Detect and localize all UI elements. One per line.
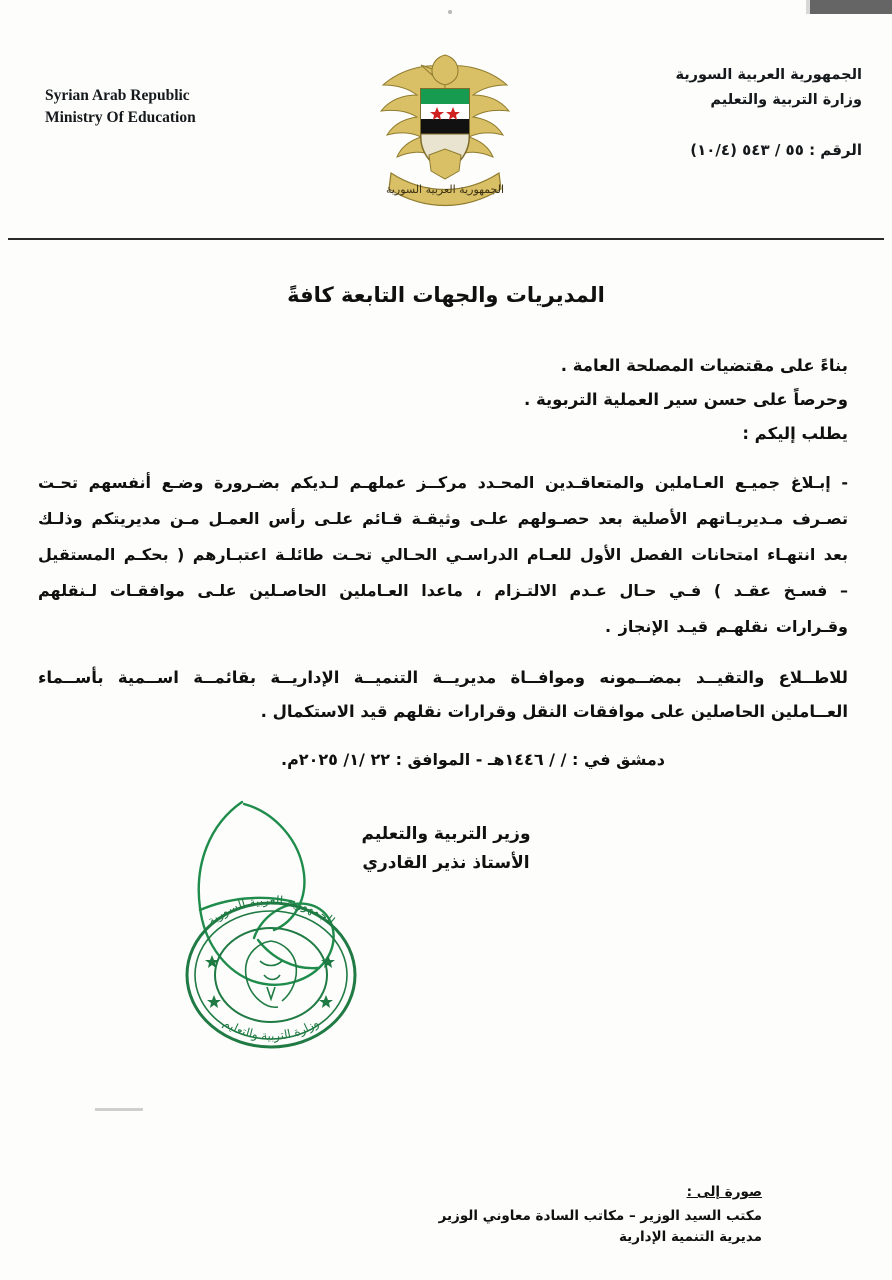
date-line: دمشق في : / / ١٤٤٦هـ - الموافق : ٢٢ /١/ ٢٠٢٥م. bbox=[280, 749, 665, 769]
svg-text:وزارة التربية والتعليم: وزارة التربية والتعليم bbox=[220, 1015, 322, 1043]
page-title: المديريات والجهات التابعة كافةً bbox=[287, 283, 605, 307]
intro-line-1: بناءً على مقتضيات المصلحة العامة . bbox=[560, 356, 848, 375]
syrian-eagle-emblem-icon bbox=[355, 45, 535, 225]
header-arabic-line2: وزارة التربية والتعليم bbox=[710, 91, 862, 108]
header-english bbox=[45, 85, 196, 130]
header-english-line2: Ministry Of Education bbox=[45, 109, 196, 127]
header-arabic-line1: الجمهورية العربية السورية bbox=[675, 67, 862, 83]
intro-line-2: وحرصاً على حسن سير العملية التربوية . bbox=[523, 390, 848, 410]
svg-text:الجمهورية العربية السورية: الجمهورية العربية السورية bbox=[385, 183, 505, 196]
scan-artifact-edge bbox=[806, 0, 810, 14]
signature-name: الأستاذ نذير القادري bbox=[362, 852, 530, 873]
paragraph-2: للاطــلاع والتقيــد بمضــمونه وموافــاة مديريــة التنميــة الإداريــة بقائمــة اســمية بأســماء العــاملين الحاصلين على موافقات النقل وقرارات نقلهم قيد الاستكمال . bbox=[38, 667, 848, 722]
signature-title: وزير التربية والتعليم bbox=[361, 824, 531, 844]
copy-to-line-1: مكتب السيد الوزير – مكاتب السادة معاوني الوزير bbox=[438, 1207, 762, 1224]
header-arabic bbox=[675, 63, 862, 112]
document-body bbox=[38, 350, 848, 769]
copy-to-heading: صورة إلى : bbox=[686, 1184, 762, 1200]
scan-speck bbox=[448, 10, 452, 14]
copy-to-block bbox=[439, 1182, 762, 1249]
paragraph-1: - إبـلاغ جميـع العـاملين والمتعاقـدين المحـدد مركــز عملهـم لـديكم بضـرورة وضـع أنفسهم تحـت تصـرف مـديريـاتهم الأصلية بعد حصـولهم علـى وثيقـة قـائم علـى رأس العمـل مـن مديريتكم وذلـك بعد انتهـاء امتحانات الفصل الأول للعـام الدراسـي الحـالي تحـت طائلـة اعتبـارهم ( بحكـم المستقيل – فسـخ عقـد ) فـي حـال عـدم الالتـزام ، ماعدا العـاملين الحاصـلين علـى موافقـات لـنقلهم وقـرارات نقلهـم قيـد الإنجاز . bbox=[38, 472, 848, 636]
header-english-line1: Syrian Arab Republic bbox=[45, 87, 190, 104]
scan-artifact bbox=[810, 0, 892, 14]
signature-block bbox=[0, 820, 892, 878]
scan-smudge bbox=[95, 1108, 143, 1111]
official-stamp bbox=[168, 895, 373, 1055]
document-header bbox=[0, 55, 892, 230]
document-number: الرقم : ٥٥ / ٥٤٣ (١٠/٤) bbox=[690, 141, 862, 159]
copy-to-line-2: مديرية التنمية الإدارية bbox=[618, 1229, 762, 1246]
intro-line-3: يطلب إليكم : bbox=[742, 424, 848, 444]
header-divider bbox=[8, 238, 884, 240]
svg-text:الجمهورية العربية السورية: الجمهورية العربية السورية bbox=[204, 895, 338, 928]
